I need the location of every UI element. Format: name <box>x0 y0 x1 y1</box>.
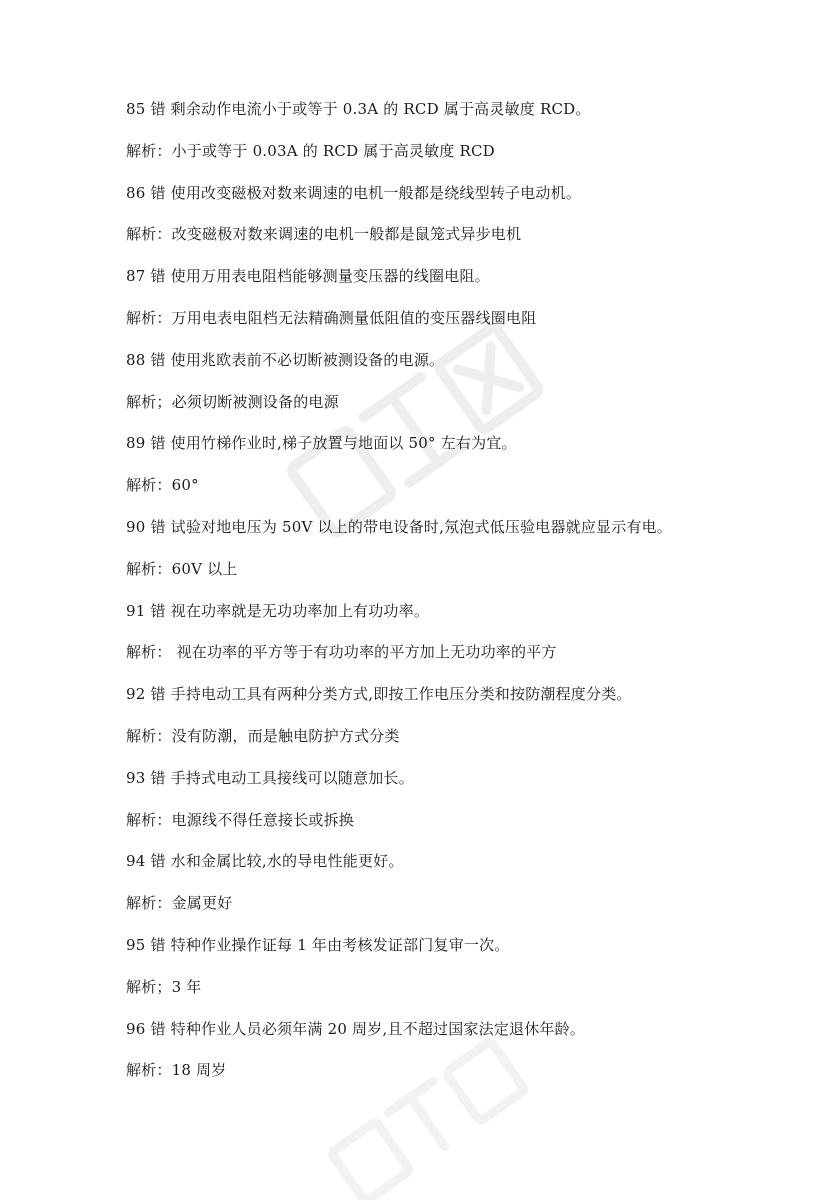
answer-87: 解析：万用电表电阻档无法精确测量低阻值的变压器线圈电阻 <box>126 308 537 327</box>
answer-88: 解析；必须切断被测设备的电源 <box>126 392 339 411</box>
answer-94: 解析：金属更好 <box>126 894 233 913</box>
qa-list <box>126 98 786 1101</box>
question-96: 96 错 特种作业人员必须年满 20 周岁,且不超过国家法定退休年龄。 <box>126 1019 586 1038</box>
answer-90: 解析：60V 以上 <box>126 559 238 578</box>
question-87: 87 错 使用万用表电阻档能够测量变压器的线圈电阻。 <box>126 267 490 286</box>
question-90: 90 错 试验对地电压为 50V 以上的带电设备时,氖泡式低压验电器就应显示有电。 <box>126 517 673 536</box>
question-92: 92 错 手持电动工具有两种分类方式,即按工作电压分类和按防潮程度分类。 <box>126 685 632 704</box>
question-94: 94 错 水和金属比较,水的导电性能更好。 <box>126 852 404 871</box>
question-93: 93 错 手持式电动工具接线可以随意加长。 <box>126 768 414 787</box>
answer-93: 解析：电源线不得任意接长或拆换 <box>126 810 355 829</box>
question-91: 91 错 视在功率就是无功功率加上有功功率。 <box>126 601 430 620</box>
question-86: 86 错 使用改变磁极对数来调速的电机一般都是绕线型转子电动机。 <box>126 183 582 202</box>
question-89: 89 错 使用竹梯作业时,梯子放置与地面以 50° 左右为宜。 <box>126 434 517 453</box>
answer-86: 解析：改变磁极对数来调速的电机一般都是鼠笼式异步电机 <box>126 225 522 244</box>
answer-96: 解析：18 周岁 <box>126 1061 227 1080</box>
question-95: 95 错 特种作业操作证每 1 年由考核发证部门复审一次。 <box>126 935 510 954</box>
answer-89: 解析：60° <box>126 476 199 495</box>
question-88: 88 错 使用兆欧表前不必切断被测设备的电源。 <box>126 350 445 369</box>
answer-91: 解析： 视在功率的平方等于有功功率的平方加上无功功率的平方 <box>126 643 557 662</box>
answer-85: 解析：小于或等于 0.03A 的 RCD 属于高灵敏度 RCD <box>126 141 495 160</box>
question-85: 85 错 剩余动作电流小于或等于 0.3A 的 RCD 属于高灵敏度 RCD。 <box>126 100 591 118</box>
answer-95: 解析；3 年 <box>126 977 202 996</box>
answer-92: 解析：没有防潮，而是触电防护方式分类 <box>126 726 400 745</box>
